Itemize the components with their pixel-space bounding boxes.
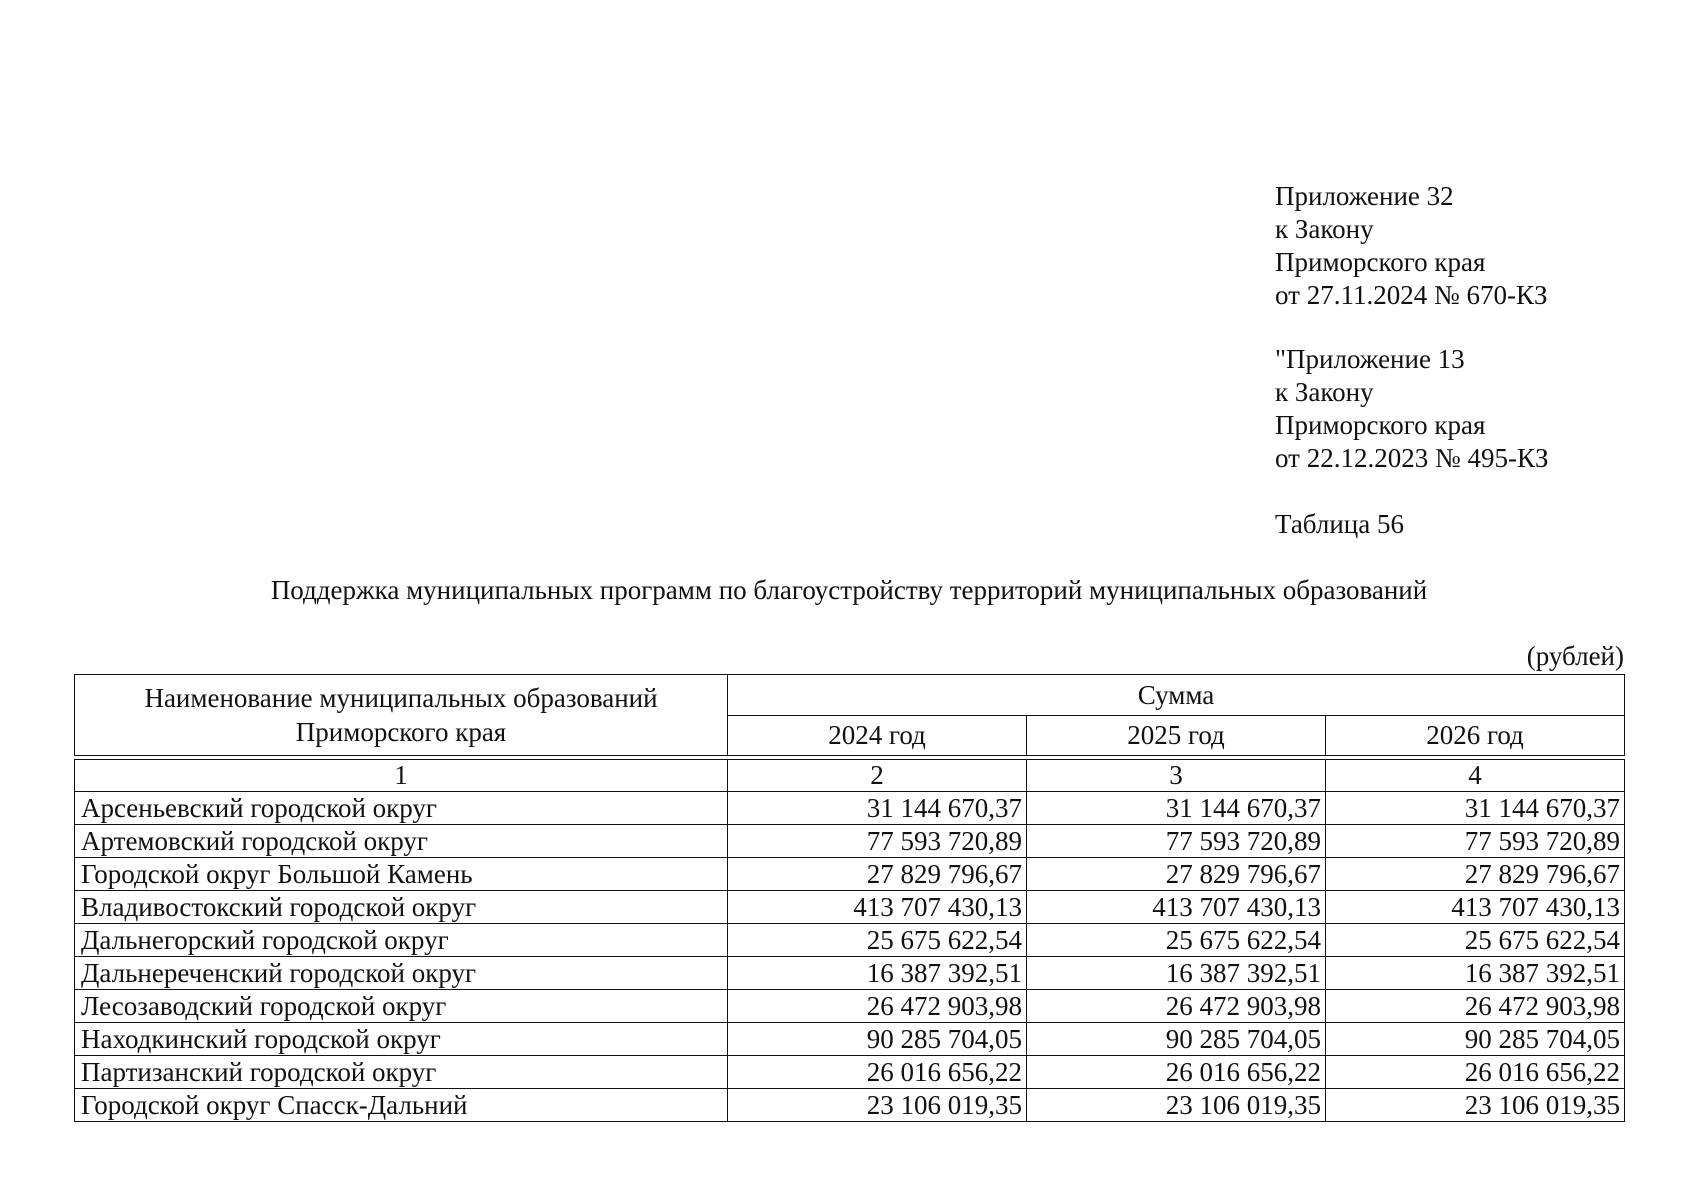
amount-2025: 25 675 622,54 bbox=[1027, 924, 1326, 957]
header-year-2024: 2024 год bbox=[728, 715, 1027, 756]
annex-line: от 22.12.2023 № 495-КЗ bbox=[1275, 443, 1549, 473]
header-year-2026: 2026 год bbox=[1326, 715, 1625, 756]
amount-2024: 413 707 430,13 bbox=[728, 891, 1027, 924]
funding-table bbox=[74, 674, 1625, 1122]
municipality-name: Партизанский городской округ bbox=[75, 1056, 728, 1089]
amount-2026: 77 593 720,89 bbox=[1326, 825, 1625, 858]
amount-2026: 90 285 704,05 bbox=[1326, 1023, 1625, 1056]
municipality-name: Городской округ Спасск-Дальний bbox=[75, 1089, 728, 1122]
amount-2024: 16 387 392,51 bbox=[728, 957, 1027, 990]
municipality-name: Городской округ Большой Камень bbox=[75, 858, 728, 891]
amount-2026: 16 387 392,51 bbox=[1326, 957, 1625, 990]
amount-2024: 31 144 670,37 bbox=[728, 792, 1027, 825]
header-municipality-name: Наименование муниципальных образований Приморского края bbox=[75, 675, 728, 756]
amount-2025: 27 829 796,67 bbox=[1027, 858, 1326, 891]
annex-reference-previous bbox=[1275, 343, 1548, 475]
table-row bbox=[75, 924, 1625, 957]
amount-2025: 26 016 656,22 bbox=[1027, 1056, 1326, 1089]
amount-2026: 26 016 656,22 bbox=[1326, 1056, 1625, 1089]
amount-2024: 27 829 796,67 bbox=[728, 858, 1027, 891]
amount-2024: 23 106 019,35 bbox=[728, 1089, 1027, 1122]
amount-2026: 26 472 903,98 bbox=[1326, 990, 1625, 1023]
amount-2024: 26 472 903,98 bbox=[728, 990, 1027, 1023]
amount-2025: 90 285 704,05 bbox=[1027, 1023, 1326, 1056]
municipality-name: Арсеньевский городской округ bbox=[75, 792, 728, 825]
amount-2026: 31 144 670,37 bbox=[1326, 792, 1625, 825]
amount-2026: 27 829 796,67 bbox=[1326, 858, 1625, 891]
annex-line: к Закону bbox=[1275, 377, 1374, 407]
header-sum: Сумма bbox=[728, 675, 1625, 716]
amount-2025: 23 106 019,35 bbox=[1027, 1089, 1326, 1122]
table-row bbox=[75, 1023, 1625, 1056]
annex-line: Приложение 32 bbox=[1275, 181, 1454, 211]
annex-line: от 27.11.2024 № 670-КЗ bbox=[1275, 280, 1548, 310]
annex-line: Приморского края bbox=[1275, 247, 1486, 277]
table-number: Таблица 56 bbox=[1275, 509, 1404, 539]
units-label: (рублей) bbox=[1526, 641, 1624, 671]
table-row bbox=[75, 1089, 1625, 1122]
annex-line: к Закону bbox=[1275, 214, 1374, 244]
annex-line: Приморского края bbox=[1275, 410, 1486, 440]
column-number-row bbox=[75, 760, 1625, 792]
amount-2024: 26 016 656,22 bbox=[728, 1056, 1027, 1089]
amount-2025: 16 387 392,51 bbox=[1027, 957, 1326, 990]
municipality-name: Дальнереченский городской округ bbox=[75, 957, 728, 990]
column-number: 2 bbox=[728, 760, 1027, 792]
table-row bbox=[75, 858, 1625, 891]
annex-reference-current bbox=[1275, 180, 1547, 312]
municipality-name: Дальнегорский городской округ bbox=[75, 924, 728, 957]
column-number: 1 bbox=[75, 760, 728, 792]
table-row bbox=[75, 957, 1625, 990]
amount-2025: 31 144 670,37 bbox=[1027, 792, 1326, 825]
table-row bbox=[75, 990, 1625, 1023]
table-row bbox=[75, 792, 1625, 825]
amount-2026: 23 106 019,35 bbox=[1326, 1089, 1625, 1122]
amount-2025: 413 707 430,13 bbox=[1027, 891, 1326, 924]
municipality-name: Владивостокский городской округ bbox=[75, 891, 728, 924]
amount-2024: 77 593 720,89 bbox=[728, 825, 1027, 858]
municipality-name: Артемовский городской округ bbox=[75, 825, 728, 858]
column-number: 4 bbox=[1326, 760, 1625, 792]
amount-2025: 26 472 903,98 bbox=[1027, 990, 1326, 1023]
municipality-name: Находкинский городской округ bbox=[75, 1023, 728, 1056]
amount-2024: 25 675 622,54 bbox=[728, 924, 1027, 957]
header-year-2025: 2025 год bbox=[1027, 715, 1326, 756]
annex-line: "Приложение 13 bbox=[1275, 344, 1465, 374]
document-title: Поддержка муниципальных программ по благоустройству территорий муниципальных образований bbox=[270, 575, 1428, 605]
amount-2026: 413 707 430,13 bbox=[1326, 891, 1625, 924]
municipality-name: Лесозаводский городской округ bbox=[75, 990, 728, 1023]
column-number: 3 bbox=[1027, 760, 1326, 792]
table-row bbox=[75, 891, 1625, 924]
amount-2026: 25 675 622,54 bbox=[1326, 924, 1625, 957]
table-row bbox=[75, 1056, 1625, 1089]
amount-2024: 90 285 704,05 bbox=[728, 1023, 1027, 1056]
table-row bbox=[75, 825, 1625, 858]
amount-2025: 77 593 720,89 bbox=[1027, 825, 1326, 858]
